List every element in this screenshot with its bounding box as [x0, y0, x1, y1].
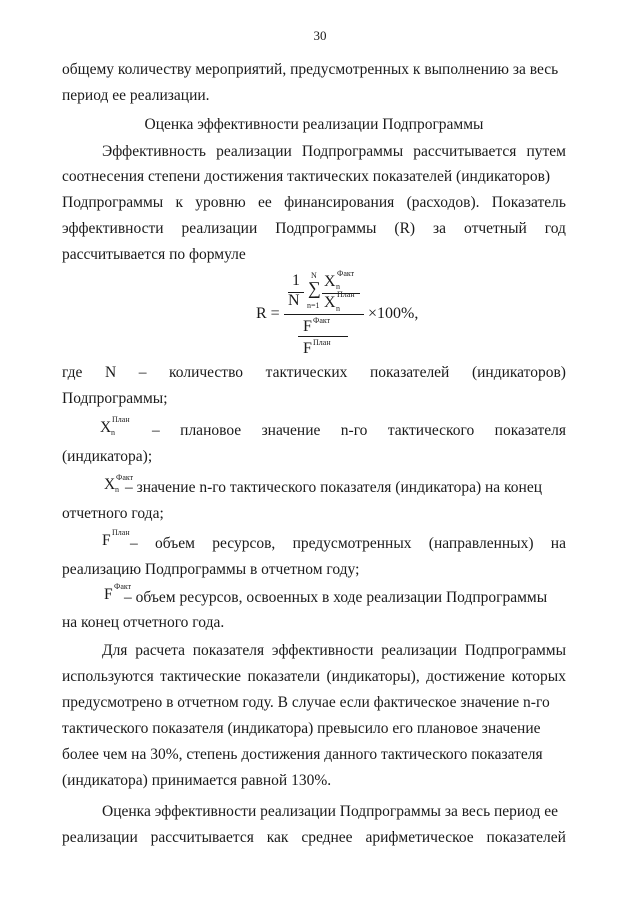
- word: –: [130, 535, 138, 552]
- formula-f-plan: F: [303, 340, 312, 357]
- word: количество: [169, 364, 244, 381]
- word: (R): [394, 220, 416, 237]
- text-line: (индикатора) принимается равной 130%.: [62, 772, 332, 789]
- text-line: на конец отчетного года.: [62, 614, 225, 631]
- word: за: [433, 220, 447, 237]
- word: уровню: [195, 194, 246, 211]
- word: реализации: [62, 829, 138, 846]
- formula-x-plan: X: [324, 294, 336, 311]
- word: отчетный: [464, 220, 527, 237]
- text-line: [62, 193, 566, 213]
- text-line: предусмотрено в отчетном году. В случае если фактическое значение n-го: [62, 694, 550, 711]
- word: ее: [258, 194, 272, 211]
- word: реализации: [381, 642, 457, 659]
- text-line: [62, 363, 566, 383]
- x-fact-sub: n: [115, 485, 119, 494]
- word: к: [175, 194, 184, 211]
- word: Подпрограммы: [62, 194, 164, 211]
- x-plan-letter: X: [100, 419, 112, 436]
- word: тактических: [265, 364, 348, 381]
- word: Подпрограммы: [301, 143, 404, 160]
- formula-main-line: [284, 314, 364, 315]
- f-plan-sup: План: [112, 528, 130, 537]
- f-fact-letter: F: [104, 586, 113, 603]
- word: показателя: [192, 642, 265, 659]
- text-line: соотнесения степени достижения тактических показателей (индикаторов): [62, 168, 551, 185]
- word: показатели: [247, 668, 321, 685]
- text-line: – значение n-го тактического показателя (индикатора) на конец: [125, 479, 543, 496]
- x-fact-symbol: [104, 473, 134, 494]
- formula-times: ×100%,: [368, 305, 419, 322]
- x-plan-symbol: [100, 415, 130, 437]
- word: (направленных): [428, 535, 534, 552]
- word: предусмотренных: [292, 535, 412, 552]
- word: которых: [511, 668, 566, 685]
- word: рассчитывается: [413, 143, 517, 160]
- formula-line-f: [298, 336, 348, 337]
- formula-one: 1: [292, 272, 300, 289]
- text-line: тактического показателя (индикатора) превысило его плановое значение: [62, 720, 541, 737]
- word: где: [62, 364, 83, 381]
- text-line: [62, 828, 566, 848]
- x-plan-sub: n: [111, 428, 115, 437]
- word: (индикаторы),: [326, 668, 420, 685]
- formula-x-fact-sub: n: [336, 282, 340, 291]
- word: Подпрограммы: [275, 220, 377, 237]
- f-plan-symbol: [102, 528, 130, 550]
- text-line: Оценка эффективности реализации Подпрограммы за весь период ее: [102, 803, 559, 820]
- word: Эффективность: [102, 143, 206, 160]
- f-fact-symbol: [104, 582, 132, 604]
- word: Показатель: [491, 194, 566, 211]
- text-line: общему количеству мероприятий, предусмотренных к выполнению за весь: [62, 61, 559, 78]
- word: арифметическое: [365, 829, 474, 846]
- text-line: рассчитывается по формуле: [62, 246, 246, 263]
- formula-x-fact-sup: Факт: [337, 269, 355, 278]
- x-fact-letter: X: [104, 476, 116, 493]
- word: расчета: [135, 642, 185, 659]
- word: реализации: [216, 143, 292, 160]
- text-line: [152, 421, 566, 441]
- word: достижение: [426, 668, 505, 685]
- formula-lhs: R =: [256, 305, 280, 322]
- f-plan-letter: F: [102, 532, 111, 549]
- word: n-го: [340, 422, 368, 439]
- word: эффективности: [62, 220, 164, 237]
- formula-sum-top: N: [311, 271, 317, 280]
- word: используются: [62, 668, 154, 685]
- text-line: Подпрограммы;: [62, 390, 168, 407]
- x-plan-sup: План: [112, 415, 130, 424]
- word: финансирования: [284, 194, 395, 211]
- x-fact-sup: Факт: [116, 473, 134, 482]
- formula-f-fact: F: [303, 318, 312, 335]
- text-line: [62, 219, 566, 239]
- formula-sum-bottom: n=1: [307, 301, 320, 310]
- formula-f-fact-sup: Факт: [313, 316, 331, 325]
- word: эффективности: [271, 642, 374, 659]
- text-line: Оценка эффективности реализации Подпрограммы: [144, 116, 484, 133]
- word: Подпрограммы: [464, 642, 566, 659]
- text-line: [130, 534, 566, 554]
- word: среднее: [301, 829, 353, 846]
- word: на: [550, 535, 566, 552]
- word: плановое: [180, 422, 242, 439]
- word: показателей: [486, 829, 566, 846]
- word: –: [138, 364, 147, 381]
- formula-x-plan-sup: План: [337, 290, 355, 299]
- page-number: 30: [313, 28, 327, 43]
- word: (расходов).: [406, 194, 480, 211]
- word: как: [266, 829, 289, 846]
- word: –: [152, 422, 160, 439]
- text-line: [102, 142, 566, 162]
- f-fact-sup: Факт: [114, 582, 132, 591]
- word: путем: [526, 143, 566, 160]
- word: (индикаторов): [471, 364, 566, 381]
- formula-x-plan-sub: n: [336, 304, 340, 313]
- text-line: [102, 641, 566, 661]
- word: рассчитывается: [150, 829, 254, 846]
- formula-x-fact: X: [324, 273, 336, 290]
- word: показателей: [369, 364, 450, 381]
- word: показателя: [494, 422, 566, 439]
- text-line: период ее реализации.: [62, 87, 210, 104]
- formula-N: N: [288, 292, 300, 309]
- word: N: [104, 364, 117, 381]
- text-line: отчетного года;: [62, 505, 164, 522]
- word: Для: [102, 642, 128, 659]
- efficiency-formula: [240, 268, 480, 360]
- word: тактического: [387, 422, 475, 439]
- formula-sum: ∑: [308, 278, 321, 298]
- word: объем: [155, 535, 195, 552]
- word: значение: [261, 422, 321, 439]
- word: тактические: [160, 668, 242, 685]
- text-line: [62, 667, 566, 687]
- text-line: реализацию Подпрограммы в отчетном году;: [62, 561, 360, 578]
- word: год: [544, 220, 566, 237]
- text-line: более чем на 30%, степень достижения данного тактического показателя: [62, 746, 543, 763]
- word: ресурсов,: [212, 535, 276, 552]
- text-line: – объем ресурсов, освоенных в ходе реализации Подпрограммы: [124, 589, 548, 606]
- word: реализации: [181, 220, 258, 237]
- text-line: (индикатора);: [62, 448, 153, 465]
- formula-f-plan-sup: План: [313, 338, 331, 347]
